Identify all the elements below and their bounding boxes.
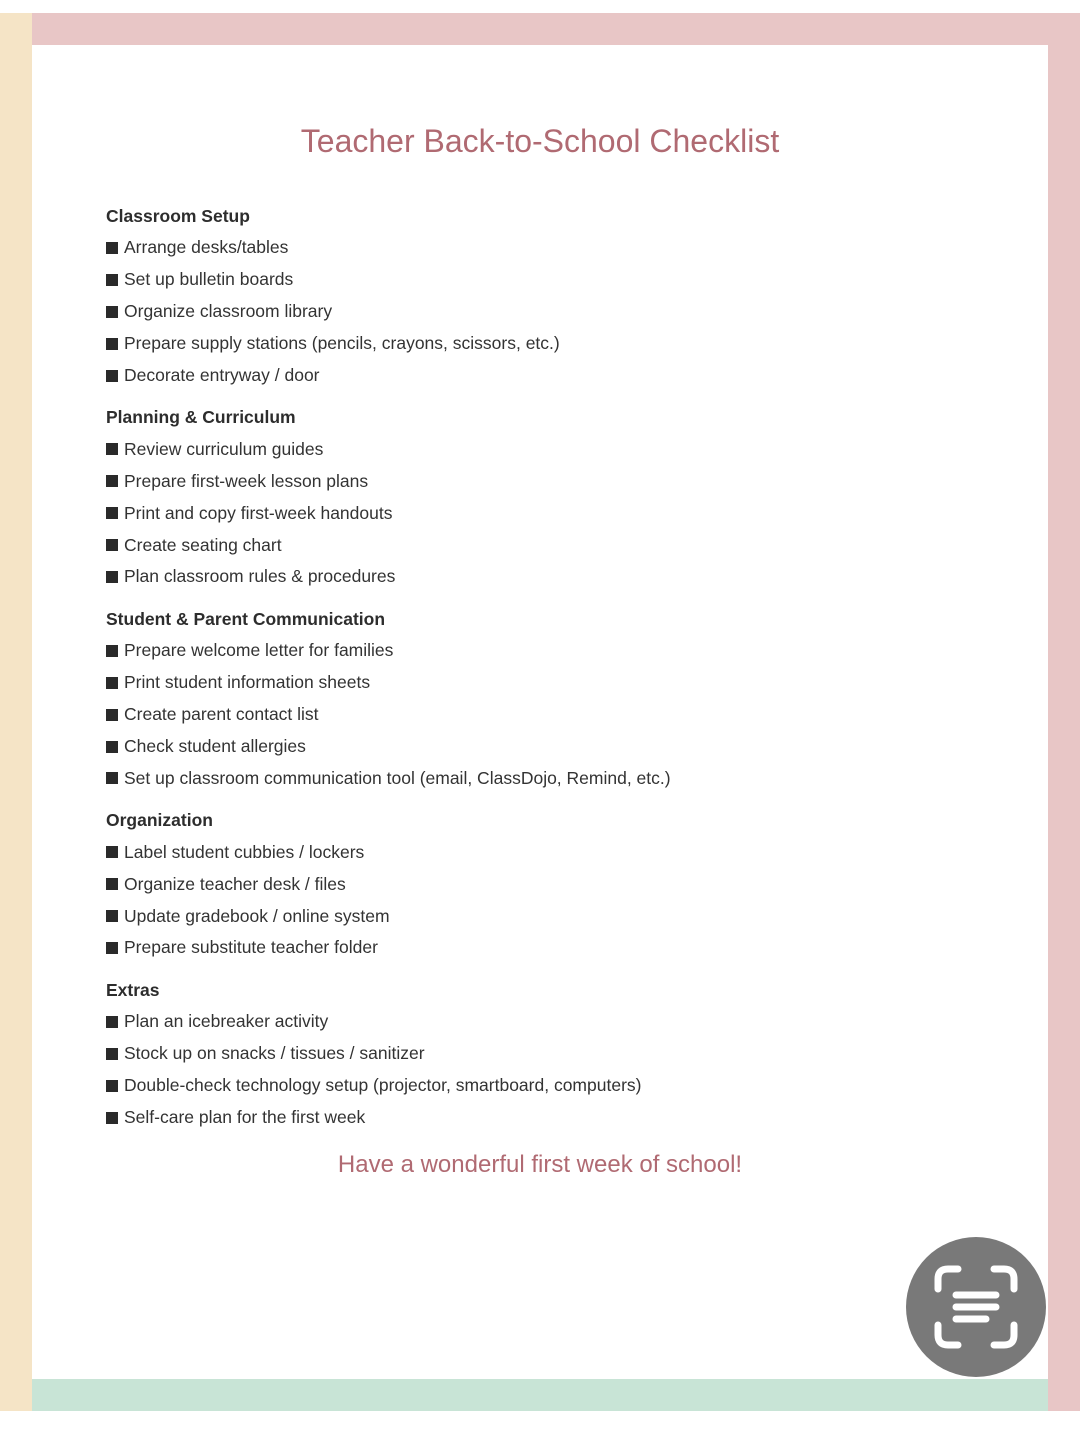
checkbox-square-icon xyxy=(106,242,118,254)
checklist-item xyxy=(106,635,1006,667)
checklist-item xyxy=(106,1102,1006,1134)
closing-message: Have a wonderful first week of school! xyxy=(337,1151,743,1178)
checkbox-square-icon xyxy=(106,306,118,318)
checklist-item xyxy=(106,296,1006,328)
checklist-item xyxy=(106,762,1006,794)
checklist-page xyxy=(32,45,1048,1379)
checkbox-square-icon xyxy=(106,846,118,858)
checklist-item-label: Update gradebook / online system xyxy=(124,905,390,926)
checklist-item-label: Organize classroom library xyxy=(124,301,333,322)
checklist-section xyxy=(106,804,1006,964)
checkbox-square-icon xyxy=(106,910,118,922)
checklist-item xyxy=(106,868,1006,900)
checkbox-square-icon xyxy=(106,677,118,689)
bottom-strip xyxy=(0,1411,1080,1431)
checklist-item xyxy=(106,328,1006,360)
checkbox-square-icon xyxy=(106,772,118,784)
checklist-item xyxy=(106,932,1006,964)
checkbox-square-icon xyxy=(106,1112,118,1124)
section-heading: Extras xyxy=(106,979,160,1000)
checkbox-square-icon xyxy=(106,507,118,519)
checklist-item-label: Review curriculum guides xyxy=(124,438,324,459)
checklist-item-label: Prepare supply stations (pencils, crayons, scissors, etc.) xyxy=(124,333,560,354)
checkbox-square-icon xyxy=(106,475,118,487)
border-left xyxy=(0,13,32,1411)
checklist-section xyxy=(106,974,1006,1134)
text-scan-icon xyxy=(930,1261,1022,1353)
checklist-item xyxy=(106,1006,1006,1038)
checklist-item-label: Organize teacher desk / files xyxy=(124,873,346,894)
checklist-section xyxy=(106,200,1006,391)
checklist-item xyxy=(106,667,1006,699)
checklist-item-label: Create seating chart xyxy=(124,534,282,555)
checkbox-square-icon xyxy=(106,709,118,721)
checkbox-square-icon xyxy=(106,645,118,657)
section-heading: Planning & Curriculum xyxy=(106,407,296,428)
border-top xyxy=(32,13,1080,45)
checkbox-square-icon xyxy=(106,539,118,551)
border-bottom xyxy=(32,1379,1048,1411)
page-title: Teacher Back-to-School Checklist xyxy=(300,123,780,159)
checkbox-square-icon xyxy=(106,370,118,382)
checklist-item-label: Double-check technology setup (projector, smartboard, computers) xyxy=(124,1075,642,1096)
checklist-section xyxy=(106,401,1006,592)
checklist-item xyxy=(106,529,1006,561)
border-right xyxy=(1048,13,1080,1411)
checkbox-square-icon xyxy=(106,274,118,286)
checkbox-square-icon xyxy=(106,1048,118,1060)
checklist-section xyxy=(106,603,1006,794)
section-heading: Student & Parent Communication xyxy=(106,608,386,629)
checklist-item xyxy=(106,433,1006,465)
checklist-item xyxy=(106,731,1006,763)
checklist-item-label: Self-care plan for the first week xyxy=(124,1107,366,1128)
checklist-item xyxy=(106,699,1006,731)
checkbox-square-icon xyxy=(106,878,118,890)
checklist-item-label: Print and copy first-week handouts xyxy=(124,502,393,523)
checklist-item xyxy=(106,561,1006,593)
checklist-item xyxy=(106,360,1006,392)
checklist-item-label: Create parent contact list xyxy=(124,704,319,725)
checklist-item-label: Set up classroom communication tool (email, ClassDojo, Remind, etc.) xyxy=(124,767,671,788)
checklist-item-label: Prepare first-week lesson plans xyxy=(124,470,369,491)
checklist-item-label: Plan an icebreaker activity xyxy=(124,1011,329,1032)
checklist-item xyxy=(106,497,1006,529)
checklist-item xyxy=(106,1070,1006,1102)
checklist-item-label: Set up bulletin boards xyxy=(124,269,294,290)
checklist-item xyxy=(106,836,1006,868)
checkbox-square-icon xyxy=(106,1016,118,1028)
checklist-item-label: Label student cubbies / lockers xyxy=(124,841,365,862)
checklist-item-label: Plan classroom rules & procedures xyxy=(124,566,396,587)
checkbox-square-icon xyxy=(106,1080,118,1092)
section-heading: Classroom Setup xyxy=(106,206,250,226)
checklist-item-label: Stock up on snacks / tissues / sanitizer xyxy=(124,1043,425,1064)
checklist-item xyxy=(106,264,1006,296)
checkbox-square-icon xyxy=(106,338,118,350)
checklist-item-label: Decorate entryway / door xyxy=(124,365,320,385)
checklist-sections xyxy=(106,200,1006,1143)
checklist-item-label: Arrange desks/tables xyxy=(124,237,289,258)
checkbox-square-icon xyxy=(106,942,118,954)
checklist-item xyxy=(106,1038,1006,1070)
checkbox-square-icon xyxy=(106,741,118,753)
checklist-item xyxy=(106,232,1006,264)
checkbox-square-icon xyxy=(106,571,118,583)
checklist-item-label: Prepare substitute teacher folder xyxy=(124,937,378,958)
checklist-item-label: Print student information sheets xyxy=(124,672,371,693)
checklist-item-label: Check student allergies xyxy=(124,736,306,757)
checkbox-square-icon xyxy=(106,443,118,455)
checklist-item xyxy=(106,465,1006,497)
checklist-item-label: Prepare welcome letter for families xyxy=(124,640,394,661)
checklist-item xyxy=(106,900,1006,932)
scan-text-button[interactable] xyxy=(906,1237,1046,1377)
section-heading: Organization xyxy=(106,810,213,831)
